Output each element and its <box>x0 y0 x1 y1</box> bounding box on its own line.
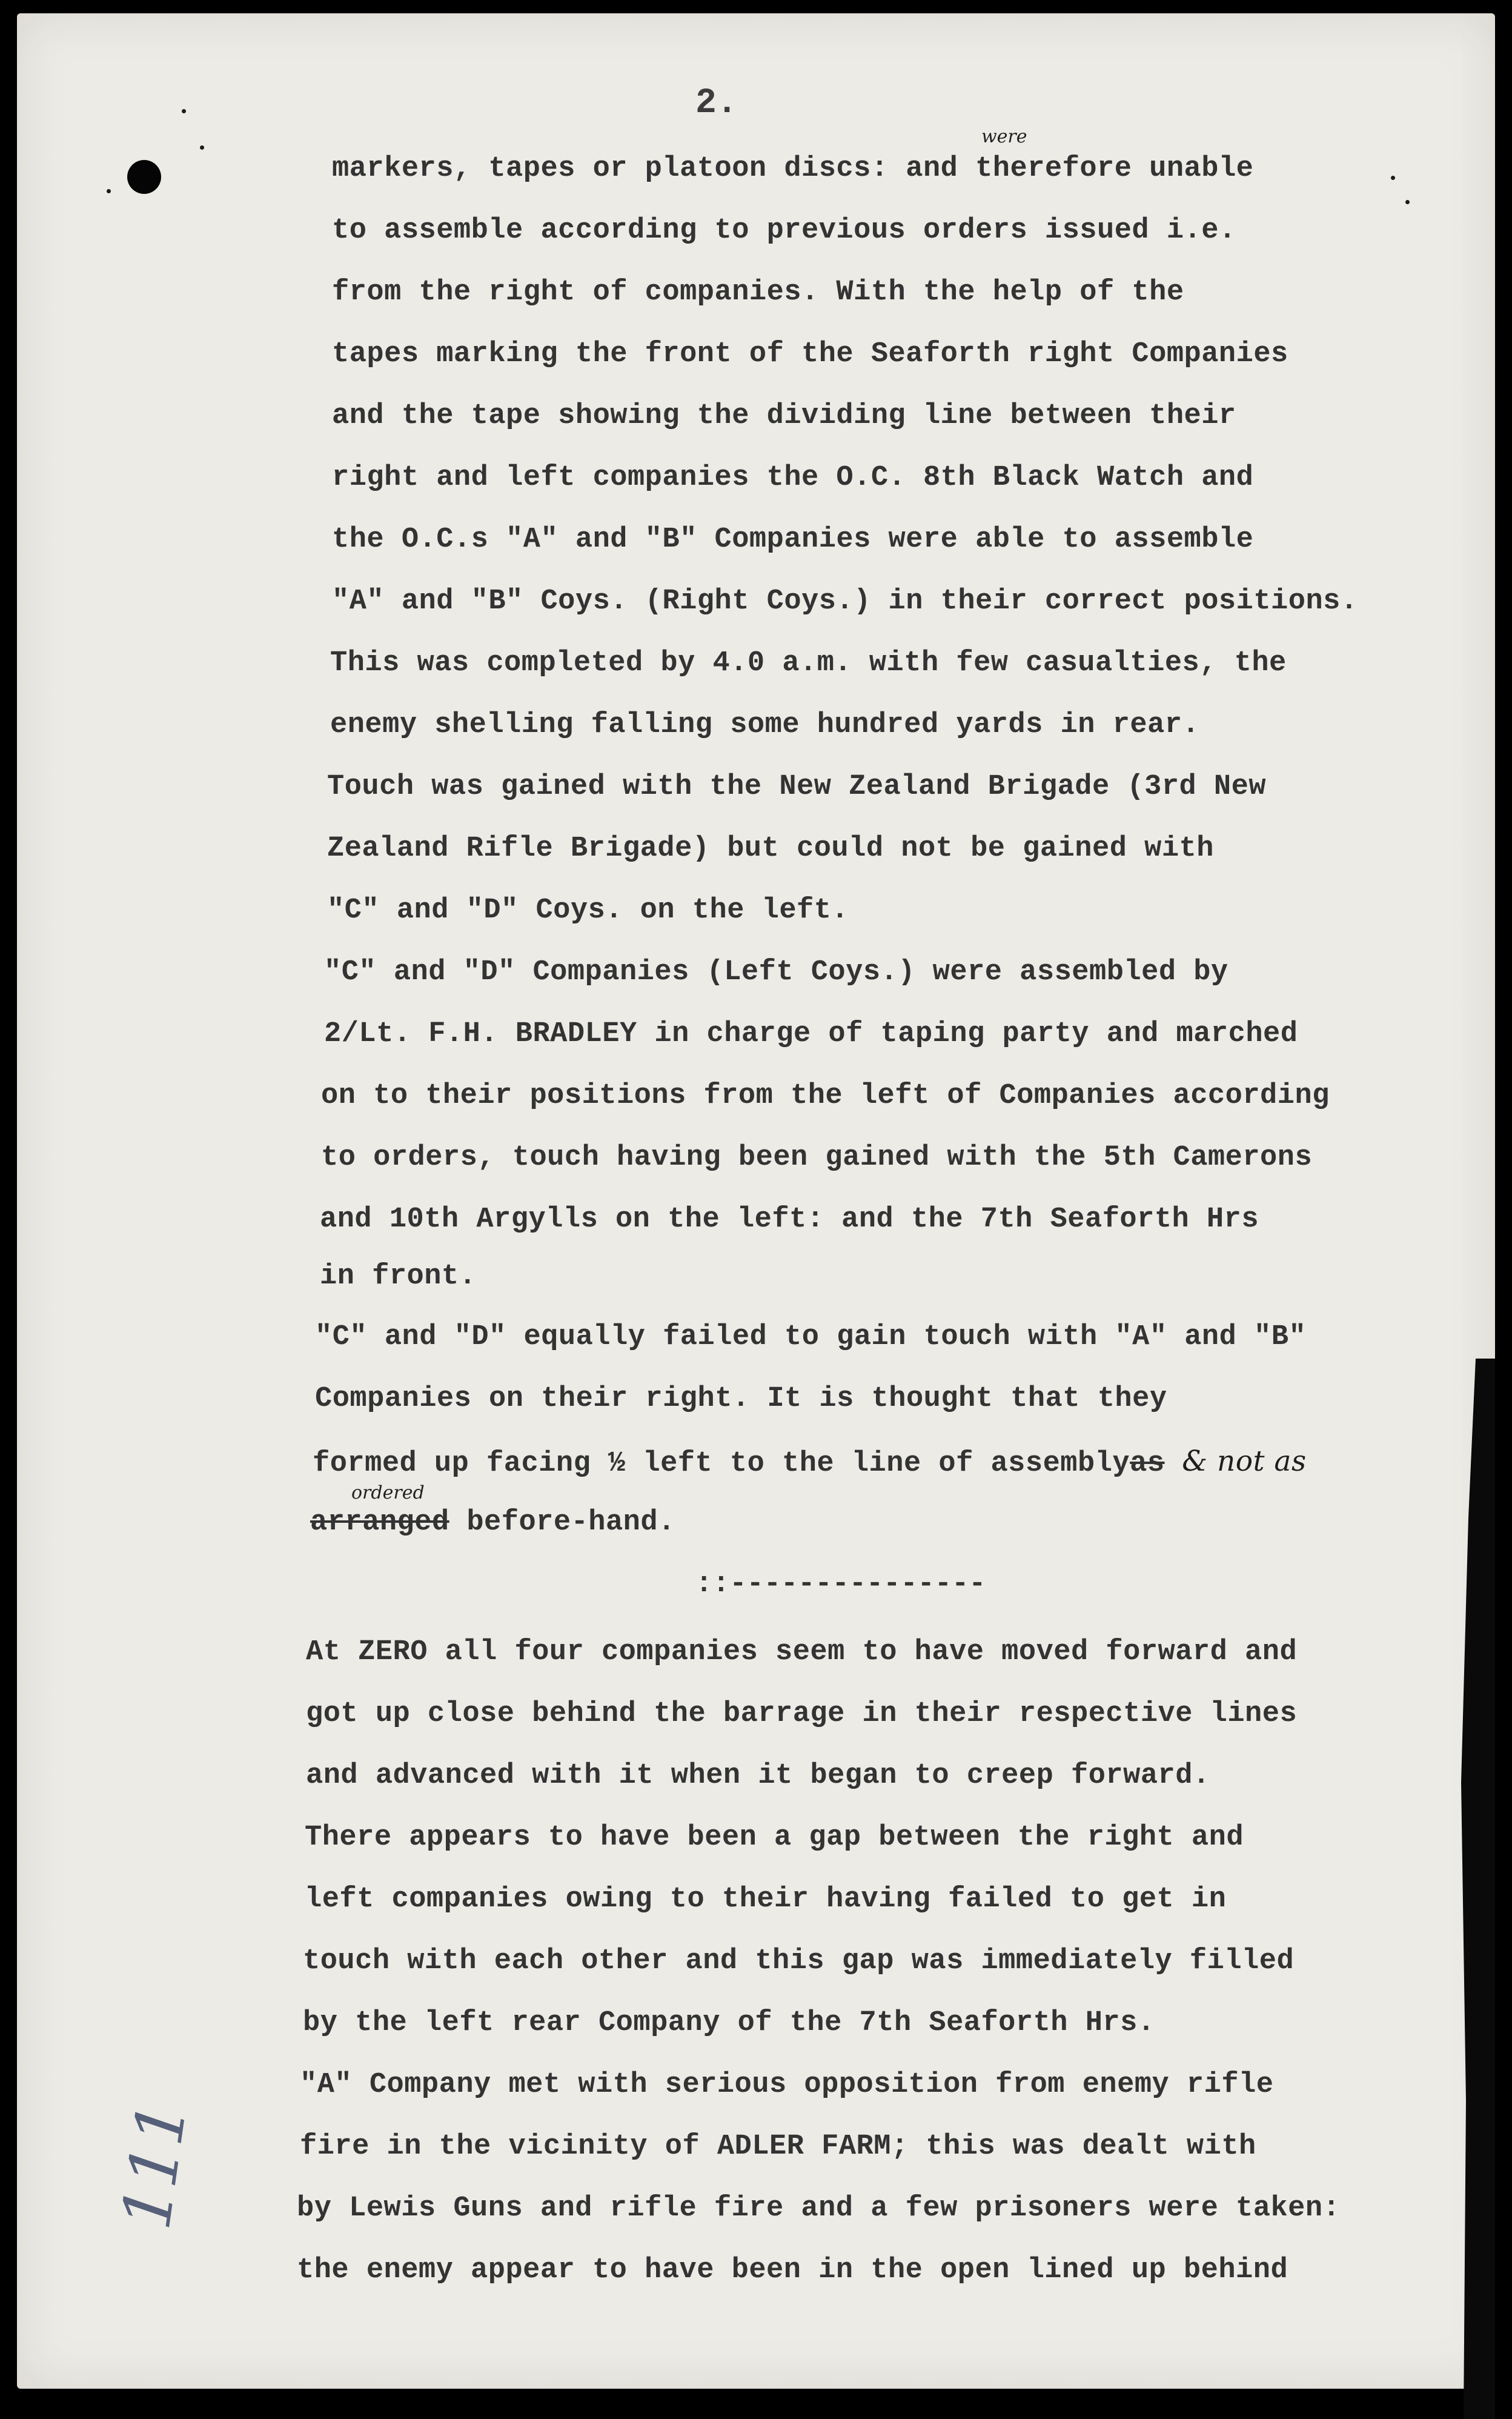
text-line: Zealand Rifle Brigade) but could not be gained with <box>327 833 1214 865</box>
text-line: and advanced with it when it began to creep forward. <box>306 1760 1210 1792</box>
ink-speck <box>1391 176 1395 180</box>
ink-speck <box>1405 200 1410 204</box>
ink-speck <box>182 109 186 113</box>
text-line: by the left rear Company of the 7th Seaforth Hrs. <box>303 2007 1155 2039</box>
text-line: "A" Company met with serious opposition from enemy rifle <box>300 2069 1274 2101</box>
section-divider: ::--------------- <box>695 1568 986 1600</box>
text-line: and the tape showing the dividing line between their <box>332 400 1236 432</box>
text-line: At ZERO all four companies seem to have moved forward and <box>306 1636 1298 1668</box>
text-line: on to their positions from the left of Companies according <box>321 1080 1330 1112</box>
text-line: touch with each other and this gap was immediately filled <box>303 1945 1295 1977</box>
handwritten-insertion-ordered: ordered <box>351 1482 425 1503</box>
text-line: There appears to have been a gap between the right and <box>305 1822 1244 1854</box>
punch-hole <box>127 160 161 194</box>
text-line: and 10th Argylls on the left: and the 7th Seaforth Hrs <box>320 1203 1259 1236</box>
text-line <box>310 1506 675 1539</box>
text-line: the O.C.s "A" and "B" Companies were able to assemble <box>332 524 1254 556</box>
text-fragment: therefore unable <box>975 153 1254 185</box>
text-line: by Lewis Guns and rifle fire and a few prisoners were taken: <box>297 2192 1341 2224</box>
text-line: to assemble according to previous orders issued i.e. <box>332 215 1236 247</box>
text-line: fire in the vicinity of ADLER FARM; this was dealt with <box>300 2131 1256 2163</box>
text-fragment: formed up facing ½ left to the line of assembly <box>313 1448 1130 1480</box>
text-line: "C" and "D" equally failed to gain touch with "A" and "B" <box>315 1321 1307 1353</box>
text-line: tapes marking the front of the Seaforth right Companies <box>332 338 1288 370</box>
text-line: in front. <box>320 1260 477 1293</box>
margin-handwritten-note: 111 <box>107 2097 202 2234</box>
text-line: Touch was gained with the New Zealand Brigade (3rd New <box>327 771 1267 803</box>
handwritten-insertion-were: were <box>981 126 1027 147</box>
text-line: to orders, touch having been gained with the 5th Camerons <box>321 1142 1313 1174</box>
text-line: "C" and "D" Coys. on the left. <box>327 894 849 927</box>
text-line: This was completed by 4.0 a.m. with few casualties, the <box>330 647 1287 679</box>
text-line: 2/Lt. F.H. BRADLEY in charge of taping party and marched <box>324 1018 1298 1050</box>
handwritten-insertion-not-as: & not as <box>1182 1445 1307 1478</box>
text-line: right and left companies the O.C. 8th Black Watch and <box>332 462 1254 494</box>
text-line: enemy shelling falling some hundred yards in rear. <box>330 709 1200 741</box>
text-line <box>313 1445 1307 1480</box>
torn-paper-edge <box>1447 1359 1495 2419</box>
page-number: 2. <box>695 84 738 123</box>
ink-speck <box>200 145 204 150</box>
text-line <box>332 153 1253 185</box>
text-fragment: markers, tapes or platoon discs: and <box>332 153 958 185</box>
struck-text: as <box>1130 1448 1165 1480</box>
struck-text: arranged <box>310 1506 449 1539</box>
text-line: "C" and "D" Companies (Left Coys.) were assembled by <box>324 956 1228 988</box>
text-line: "A" and "B" Coys. (Right Coys.) in their correct positions. <box>332 585 1358 617</box>
text-fragment: before-hand. <box>449 1506 675 1539</box>
text-line: got up close behind the barrage in their respective lines <box>306 1698 1298 1730</box>
text-line: the enemy appear to have been in the open lined up behind <box>297 2254 1288 2286</box>
text-line: left companies owing to their having failed to get in <box>305 1883 1227 1915</box>
ink-speck <box>107 189 111 193</box>
text-line: Companies on their right. It is thought that they <box>315 1383 1167 1415</box>
text-line: from the right of companies. With the help of the <box>332 276 1184 308</box>
